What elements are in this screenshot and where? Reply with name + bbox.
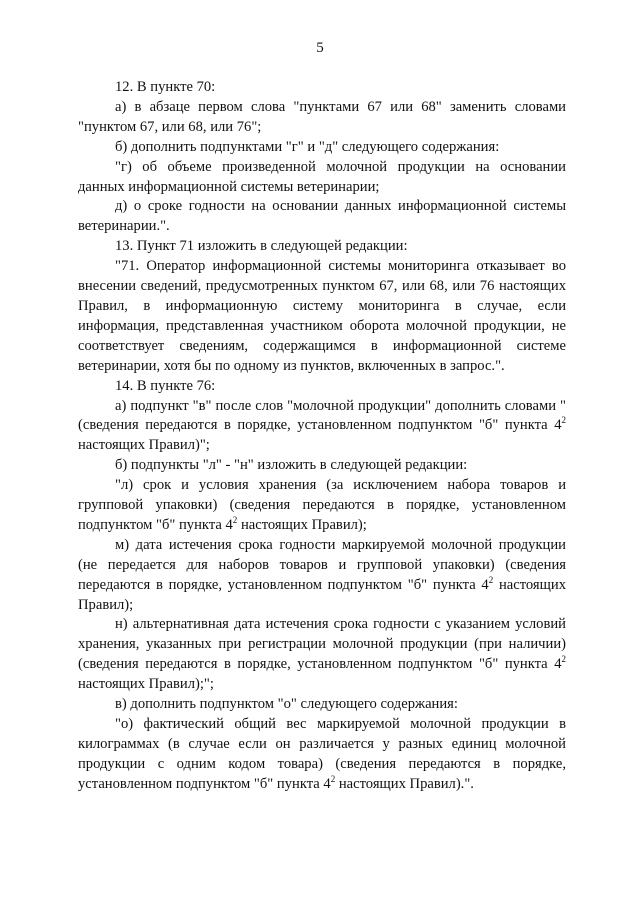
page-number: 5 xyxy=(316,40,324,56)
superscript: 2 xyxy=(232,514,238,525)
paragraph-subitem-n xyxy=(78,615,566,695)
document-body xyxy=(78,78,566,795)
paragraph-item-14a xyxy=(78,397,566,457)
paragraph-item-12b: б) дополнить подпунктами "г" и "д" следующего содержания: xyxy=(115,138,500,155)
superscript: 2 xyxy=(488,574,494,585)
paragraph-text: м) дата истечения срока годности маркируемой молочной продукции (не передается для наборов товаров и групповой упаковки) (сведения передаются в порядке, установленном подпунктом "б" пункта 4 xyxy=(78,536,566,593)
paragraph-text: настоящих Правил);"; xyxy=(78,676,214,693)
paragraph-subitem-l xyxy=(78,476,566,536)
paragraph-text: настоящих Правил); xyxy=(237,516,367,533)
paragraph-subitem-m xyxy=(78,536,566,616)
paragraph-text: настоящих Правил); xyxy=(78,576,566,613)
paragraph-subitem-g: "г) об объеме произведенной молочной продукции на основании данных информационной системы ветеринарии; xyxy=(78,158,566,195)
paragraph-text: "л) срок и условия хранения (за исключением набора товаров и групповой упаковки) (сведения передаются в порядке, установленном подпунктом "б" пункта 4 xyxy=(78,477,566,533)
paragraph-item-13: 13. Пункт 71 изложить в следующей редакции: xyxy=(115,238,408,255)
paragraph-subitem-o xyxy=(78,715,566,795)
paragraph-subitem-d: д) о сроке годности на основании данных информационной системы ветеринарии.". xyxy=(78,198,566,235)
paragraph-text: "о) фактический общий вес маркируемой молочной продукции в килограммах (в случае если он различается у разных единиц молочной продукции с одним кодом товара) (сведения передаются в порядке, установленном подпунктом "б" пункта 4 xyxy=(78,716,566,792)
paragraph-item-14v: в) дополнить подпунктом "о" следующего содержания: xyxy=(115,696,458,713)
superscript: 2 xyxy=(561,415,566,426)
paragraph-point-71: "71. Оператор информационной системы мониторинга отказывает во внесении сведений, предусмотренных пунктом 67, или 68, или 76 настоящих Правил, в информационную систему мониторинга в случае, если информация, представленная участником оборота молочной продукции, не соответствует сведениям, содержащимся в информационной системе ветеринарии, хотя бы по одному из пунктов, включенных в запрос.". xyxy=(78,258,566,374)
paragraph-text: а) подпункт "в" после слов "молочной продукции" дополнить словами "(сведения передаются в порядке, установленном подпунктом "б" пункта 4 xyxy=(78,397,566,434)
paragraph-text: настоящих Правил).". xyxy=(335,775,474,792)
paragraph-text: настоящих Правил)"; xyxy=(78,437,210,454)
paragraph-item-12: 12. В пункте 70: xyxy=(115,79,216,95)
paragraph-item-14: 14. В пункте 76: xyxy=(115,377,216,394)
paragraph-text: н) альтернативная дата истечения срока годности с указанием условий хранения, указанных при регистрации молочной продукции (при наличии) (сведения передаются в порядке, установленном подпунктом "б" пункта 4 xyxy=(78,616,566,673)
paragraph-item-12a: а) в абзаце первом слова "пунктами 67 или 68" заменить словами "пунктом 67, или 68, или 76"; xyxy=(78,98,566,135)
paragraph-item-14b: б) подпункты "л" - "н" изложить в следующей редакции: xyxy=(115,457,468,474)
superscript: 2 xyxy=(330,773,336,784)
superscript: 2 xyxy=(561,654,566,665)
